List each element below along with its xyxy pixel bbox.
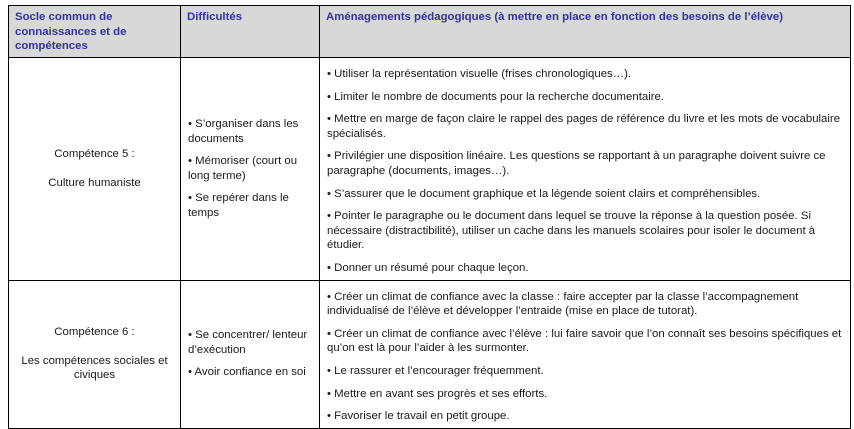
accommodations-table bbox=[8, 5, 851, 429]
competence-title: Compétence 6 : bbox=[54, 326, 135, 339]
difficulty-item: • Mémoriser (court ou long terme) bbox=[188, 155, 298, 182]
competence-cell bbox=[9, 58, 181, 281]
accommodation-item: • Privilégier une disposition linéaire. Les questions se rapportant à un paragraphe doivent suivre ce paragraphe (documents, images…). bbox=[327, 150, 826, 177]
accommodation-item: • Donner un résumé pour chaque leçon. bbox=[327, 261, 529, 274]
accommodation-item: • Pointer le paragraphe ou le document dans lequel se trouve la réponse à la question posée. Si nécessaire (distractibilité), utiliser un cache dans les manuels scolaires pour isoler le document à étudier. bbox=[327, 210, 816, 252]
table-row-competence-5 bbox=[9, 58, 851, 281]
accommodation-item: • S’assurer que le document graphique et la légende soient clairs et compréhensibles. bbox=[327, 187, 761, 200]
accommodation-item: • Créer un climat de confiance avec l’élève : lui faire savoir que l’on connaît ses besoins spécifiques et qu’on est là pour l’aider à les surmonter. bbox=[327, 327, 842, 355]
accommodation-item: • Mettre en avant ses progrès et ses efforts. bbox=[327, 387, 548, 400]
accommodation-item: • Mettre en marge de façon claire le rappel des pages de référence du livre et les mots de vocabulaire spécialisés. bbox=[327, 113, 841, 140]
competence-cell bbox=[9, 280, 181, 428]
difficultes-cell bbox=[181, 58, 320, 281]
header-socle-commun: Socle commun de connaissances et de compétences bbox=[9, 6, 181, 58]
header-row bbox=[9, 6, 851, 58]
accommodation-item: • Créer un climat de confiance avec la classe : faire accepter par la classe l’accompagnement individualisé de l’élève et développer l’entraide (mise en place de tutorat). bbox=[327, 290, 799, 318]
competence-title: Compétence 5 : bbox=[54, 148, 135, 161]
accommodation-item: • Limiter le nombre de documents pour la recherche documentaire. bbox=[327, 90, 665, 103]
difficulty-item: • Avoir confiance en soi bbox=[188, 366, 306, 379]
difficultes-cell bbox=[181, 280, 320, 428]
amenagements-cell bbox=[320, 280, 851, 428]
difficulty-item: • S’organiser dans les documents bbox=[188, 117, 299, 145]
accommodation-item: • Le rassurer et l’encourager fréquemment. bbox=[327, 364, 544, 377]
accommodation-item: • Utiliser la représentation visuelle (frises chronologiques…). bbox=[327, 68, 632, 80]
accommodation-item: • Favoriser le travail en petit groupe. bbox=[327, 410, 510, 423]
amenagements-cell bbox=[320, 58, 851, 281]
header-difficultes: Difficultés bbox=[181, 6, 320, 58]
table-row-competence-6 bbox=[9, 280, 851, 428]
header-amenagements: Aménagements pédagogiques (à mettre en place en fonction des besoins de l’élève) bbox=[320, 6, 851, 58]
document-page bbox=[8, 5, 850, 429]
difficulty-item: • Se concentrer/ lenteur d’exécution bbox=[188, 329, 308, 356]
competence-subtitle: Culture humaniste bbox=[48, 176, 141, 189]
difficulty-item: • Se repérer dans le temps bbox=[188, 192, 289, 219]
competence-subtitle: Les compétences sociales et civiques bbox=[21, 354, 168, 382]
